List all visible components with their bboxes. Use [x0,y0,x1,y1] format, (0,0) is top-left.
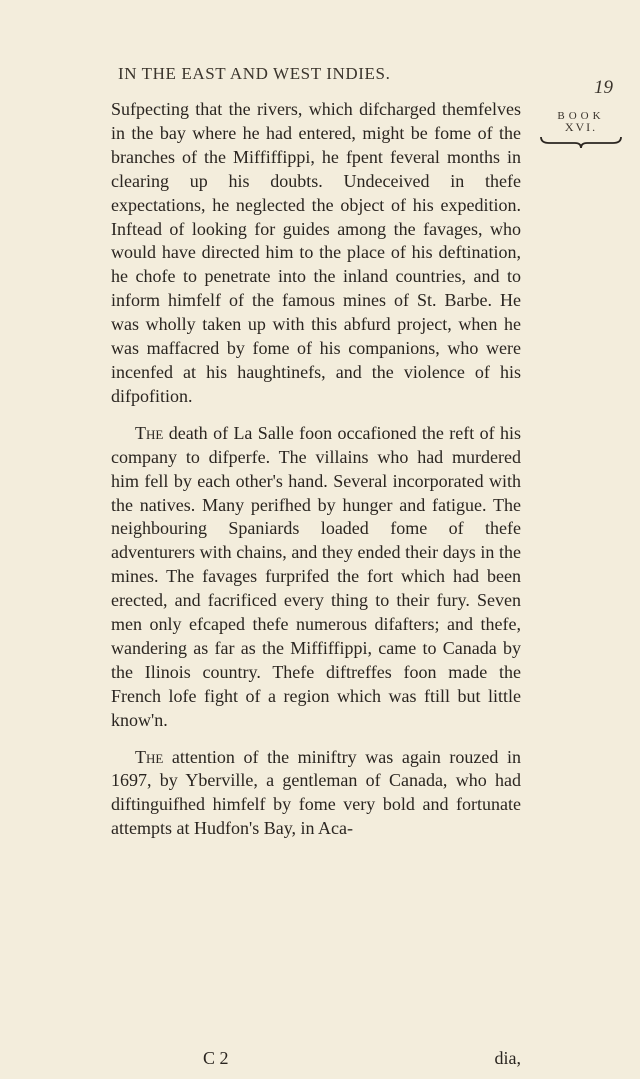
book-number: XVI. [564,120,598,134]
brace-icon [539,135,623,149]
paragraph-1-text: Sufpecting that the rivers, which difcharged themfelves in the bay where he had entered, might be fome of the branches of the Miffiffippi, he fpent feveral months in clearing up his doubts. Undeceived in thefe expectations, he neglected the object of his expedition. Inftead of looking for guides among the favages, who would have directed him to the place of his deftination, he chofe to penetrate into the inland countries, and to inform himfelf of the famous mines of St. Barbe. He was wholly taken up with this abfurd project, when he was maffacred by fome of his companions, who were incenfed at his haughtinefs, and the violence of his difpofition. [111,99,521,406]
paragraph-3-text: attention of the miniftry was again rouzed in 1697, by Yberville, a gentleman of Canada, who had diftinguifhed himfelf by fome very bold and fortunate attempts at Hudfon's Bay, in Aca- [111,746,521,839]
paragraph-2-text: death of La Salle foon occafioned the reft of his company to difperfe. The villains who had murdered him fell by each other's hand. Several incorporated with the natives. Many perifhed by hunger and fatigue. The neighbouring Spaniards loaded fome of thefe adventurers with chains, and they ended their days in the mines. The favages furprifed the fort which had been erected, and facrificed every thing to their fury. Seven men only efcaped thefe numerous difafters; and thefe, wandering as far as the Miffiffippi, came to Canada by the Ilinois country. Thefe diftreffes foon made the French lofe fight of a region which was ftill but little know'n. [111,422,521,730]
paragraph-1 [111,98,521,409]
body-text [111,98,521,841]
paragraph-3 [111,746,521,842]
paragraph-2-lead: The [135,422,164,443]
page-footer [111,1048,521,1072]
catchword: dia, [494,1048,521,1068]
book-label: BOOK [557,110,605,122]
signature-mark: C 2 [203,1048,229,1068]
paragraph-3-lead: The [135,746,164,767]
running-head: IN THE EAST AND WEST INDIES. [118,64,391,83]
paragraph-2 [111,422,521,733]
margin-note [536,110,626,149]
page-number: 19 [594,77,613,98]
